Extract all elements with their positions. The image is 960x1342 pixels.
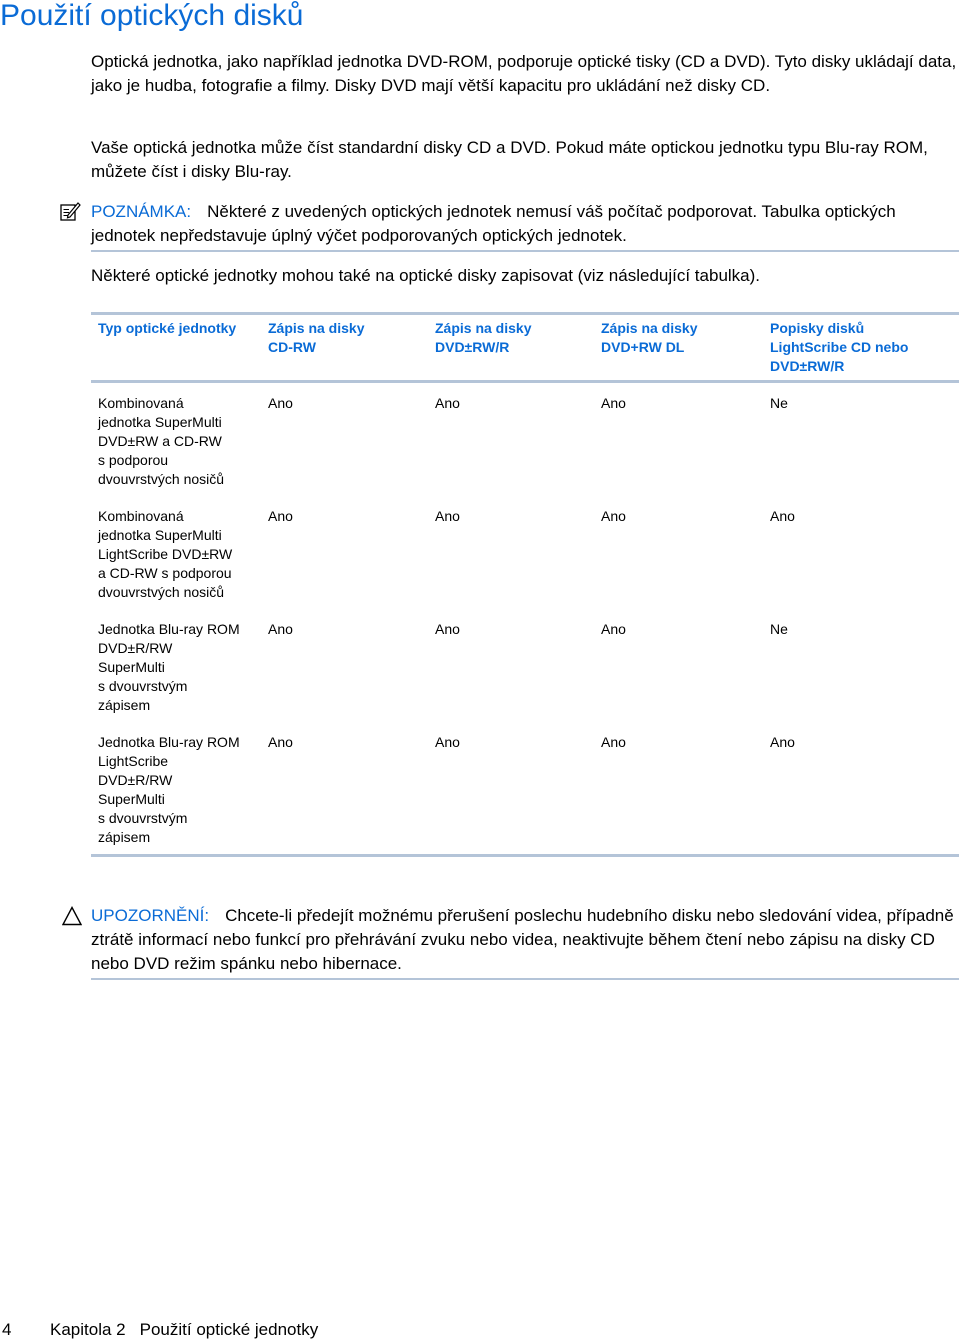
footer-chapter: Kapitola 2 xyxy=(50,1320,126,1339)
caution-block xyxy=(91,904,959,980)
page-title: Použití optických disků xyxy=(0,0,304,32)
value-cell: Ano xyxy=(601,395,626,411)
value-cell: Ano xyxy=(435,508,460,524)
header-lightscribe: Popisky disků LightScribe CD nebo DVD±RW/R xyxy=(770,320,909,374)
note-label: POZNÁMKA: xyxy=(91,202,192,221)
warning-triangle-icon xyxy=(62,906,82,926)
page-number: 4 xyxy=(2,1320,12,1339)
value-cell: Ano xyxy=(268,508,293,524)
write-intro-paragraph: Některé optické jednotky mohou také na optické disky zapisovat (viz následující tabulka). xyxy=(91,266,761,285)
drive-name-cell: Kombinovaná jednotka SuperMulti LightScribe DVD±RW a CD-RW s podporou dvouvrstvých nosičů xyxy=(98,508,233,600)
table-header-row xyxy=(91,315,959,383)
table-body xyxy=(91,383,959,857)
note-pencil-icon xyxy=(59,200,81,222)
optical-drive-table xyxy=(91,312,959,857)
value-cell: Ano xyxy=(601,621,626,637)
value-cell: Ano xyxy=(268,734,293,750)
value-cell: Ano xyxy=(268,621,293,637)
table-row xyxy=(91,722,959,854)
header-write-dvd-rw-r: Zápis na disky DVD±RW/R xyxy=(435,320,532,355)
value-cell: Ano xyxy=(268,395,293,411)
value-cell: Ano xyxy=(770,734,795,750)
value-cell: Ano xyxy=(435,395,460,411)
note-block xyxy=(91,200,959,252)
caution-text: Chcete-li předejít možnému přerušení poslechu hudebního disku nebo sledování videa, případně ztrátě informací nebo funkcí pro přehrávání zvuku nebo videa, neaktivujte během čtení nebo zápisu na disky CD nebo DVD režim spánku nebo hibernace. xyxy=(91,906,954,973)
header-write-dvd-rw-dl: Zápis na disky DVD+RW DL xyxy=(601,320,698,355)
note-text: Některé z uvedených optických jednotek nemusí váš počítač podporovat. Tabulka optických jednotek nepředstavuje úplný výčet podporovaných optických jednotek. xyxy=(91,202,896,245)
header-drive-type: Typ optické jednotky xyxy=(98,320,237,336)
drive-name-cell: Jednotka Blu-ray ROM LightScribe DVD±R/RW SuperMulti s dvouvrstvým zápisem xyxy=(98,734,240,845)
header-write-cd-rw: Zápis na disky CD-RW xyxy=(268,320,365,355)
value-cell: Ano xyxy=(601,734,626,750)
value-cell: Ano xyxy=(435,734,460,750)
caution-label: UPOZORNĚNÍ: xyxy=(91,906,210,925)
value-cell: Ano xyxy=(770,508,795,524)
intro-paragraph: Optická jednotka, jako například jednotka DVD-ROM, podporuje optické tisky (CD a DVD). Tyto disky ukládají data, jako je hudba, fotografie a filmy. Disky DVD mají větší kapacitu pro ukládání než disky CD. xyxy=(91,52,957,95)
table-row xyxy=(91,383,959,496)
drive-name-cell: Jednotka Blu-ray ROM DVD±R/RW SuperMulti s dvouvrstvým zápisem xyxy=(98,621,240,713)
drive-name-cell: Kombinovaná jednotka SuperMulti DVD±RW a CD-RW s podporou dvouvrstvých nosičů xyxy=(98,395,225,487)
value-cell: Ne xyxy=(770,621,788,637)
value-cell: Ne xyxy=(770,395,788,411)
table-row xyxy=(91,609,959,722)
value-cell: Ano xyxy=(435,621,460,637)
footer-chapter-title: Použití optické jednotky xyxy=(139,1320,319,1339)
standard-paragraph: Vaše optická jednotka může číst standardní disky CD a DVD. Pokud máte optickou jednotku typu Blu-ray ROM, můžete číst i disky Blu-ray. xyxy=(91,138,928,181)
value-cell: Ano xyxy=(601,508,626,524)
table-row xyxy=(91,496,959,609)
page-footer xyxy=(0,1318,318,1342)
